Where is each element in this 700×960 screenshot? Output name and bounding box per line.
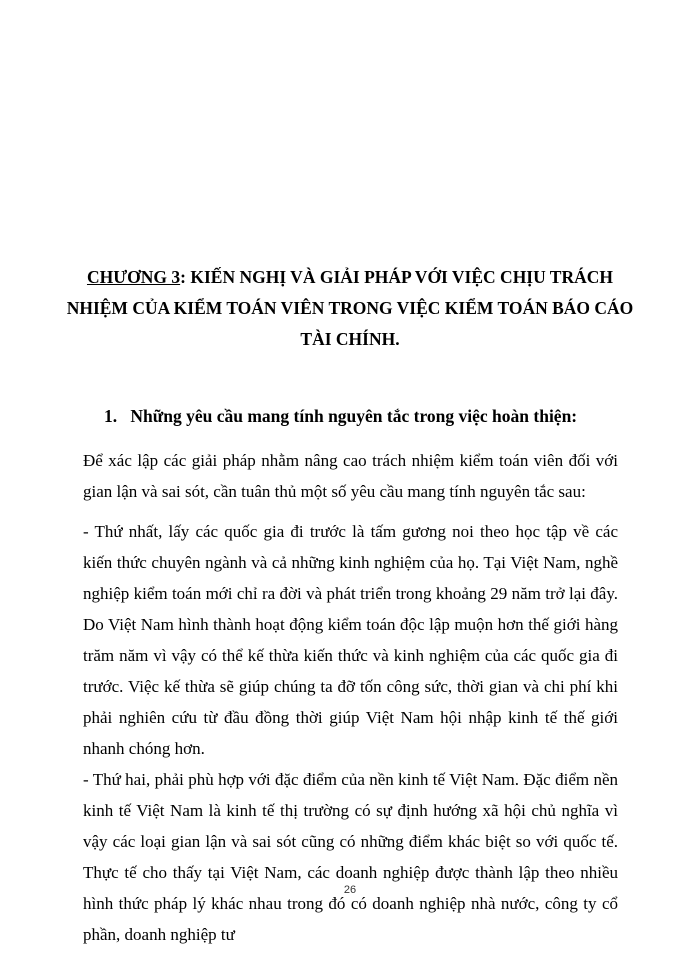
section-title: Những yêu cầu mang tính nguyên tắc trong việc hoàn thiện: xyxy=(130,406,578,426)
chapter-label: CHƯƠNG 3 xyxy=(86,267,181,287)
page-number: 26 xyxy=(343,884,357,896)
chapter-title-text: : KIẾN NGHỊ VÀ GIẢI PHÁP VỚI VIỆC CHỊU TRÁCH NHIỆM CỦA KIỂM TOÁN VIÊN TRONG VIỆC KIỂM TOÁN BÁO CÁO TÀI CHÍNH. xyxy=(66,267,634,349)
section-heading xyxy=(104,404,577,428)
paragraph-first-principle: - Thứ nhất, lấy các quốc gia đi trước là tấm gương noi theo học tập về các kiến thức chuyên ngành và cả những kinh nghiệm của họ. Tại Việt Nam, nghề nghiệp kiểm toán mới chỉ ra đời và phát triển trong khoảng 29 năm trở lại đây. Do Việt Nam hình thành hoạt động kiểm toán độc lập muộn hơn thế giới hàng trăm năm vì vậy có thể kế thừa kiến thức và kinh nghiệm của các quốc gia đi trước. Việc kế thừa sẽ giúp chúng ta đỡ tốn công sức, thời gian và chi phí khi phải nghiên cứu từ đầu đồng thời giúp Việt Nam hội nhập kinh tế thế giới nhanh chóng hơn. xyxy=(83,522,618,758)
body-text xyxy=(83,445,618,950)
paragraph-intro: Để xác lập các giải pháp nhằm nâng cao trách nhiệm kiểm toán viên đối với gian lận và sai sót, cần tuân thủ một số yêu cầu mang tính nguyên tắc sau: xyxy=(83,451,618,501)
section-number: 1. xyxy=(104,406,118,426)
chapter-title xyxy=(60,262,640,355)
paragraph-second-principle: - Thứ hai, phải phù hợp với đặc điểm của nền kinh tế Việt Nam. Đặc điểm nền kinh tế Việt Nam là kinh tế thị trường có sự định hướng xã hội chủ nghĩa vì vậy các loại gian lận và sai sót cũng có những điểm khác biệt so với quốc tế. Thực tế cho thấy tại Việt Nam, các doanh nghiệp được thành lập theo nhiều hình thức pháp lý khác nhau trong đó có doanh nghiệp nhà nước, công ty cổ phần, doanh nghiệp tư xyxy=(83,770,618,944)
